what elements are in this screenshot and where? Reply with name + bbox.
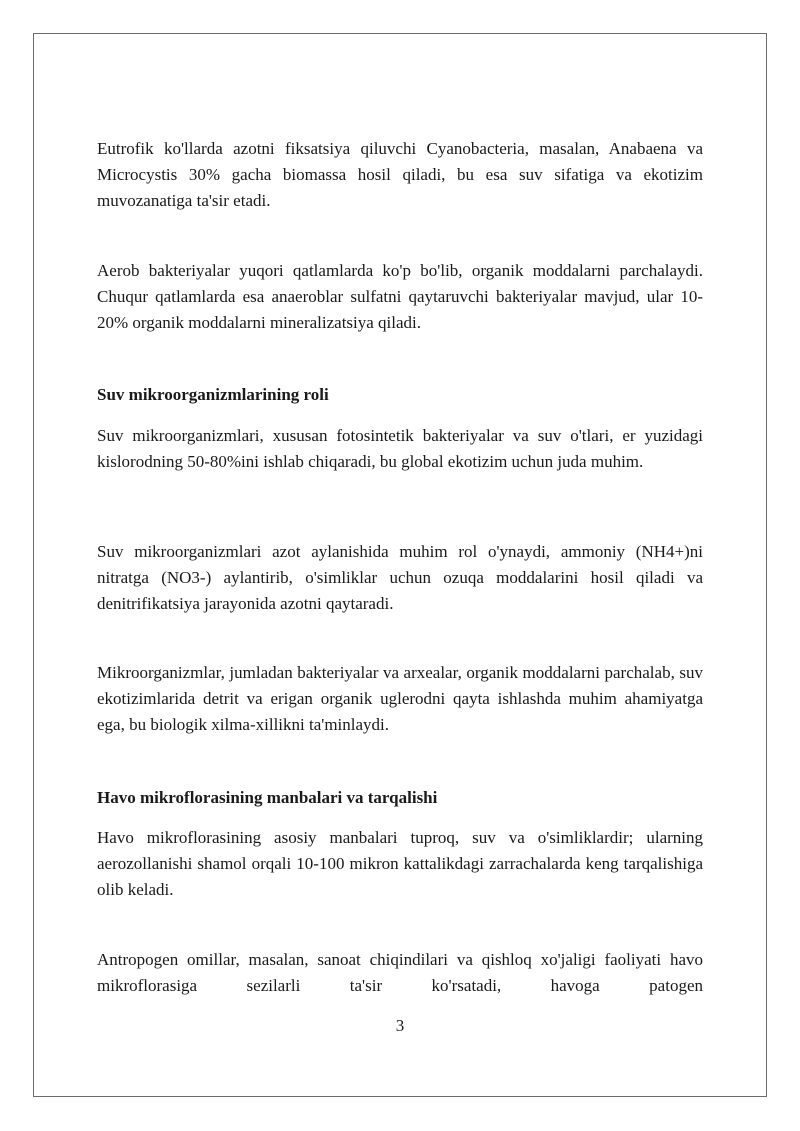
section-heading: Havo mikroflorasining manbalari va tarqalishi (97, 788, 438, 807)
paragraph: Suv mikroorganizmlari, xususan fotosintetik bakteriyalar va suv o'tlari, er yuzidagi kislorodning 50-80%ini ishlab chiqaradi, bu global ekotizim uchun juda muhim. (97, 426, 703, 471)
paragraph: Eutrofik ko'llarda azotni fiksatsiya qiluvchi Cyanobacteria, masalan, Anabaena va Microcystis 30% gacha biomassa hosil qiladi, bu esa suv sifatiga va ekotizim muvozanatiga ta'sir etadi. (97, 139, 703, 210)
page-number: 3 (395, 1016, 405, 1035)
section-heading: Suv mikroorganizmlarining roli (97, 385, 329, 404)
paragraph: Suv mikroorganizmlari azot aylanishida muhim rol o'ynaydi, ammoniy (NH4+)ni nitratga (NO3-) aylantirib, o'simliklar uchun ozuqa moddalarini hosil qiladi va denitrifikatsiya jarayonida azotni qaytaradi. (97, 542, 703, 613)
paragraph: Antropogen omillar, masalan, sanoat chiqindilari va qishloq xo'jaligi faoliyati havo mikroflorasiga sezilarli ta'sir ko'rsatadi, havoga patogen (97, 950, 703, 995)
paragraph: Mikroorganizmlar, jumladan bakteriyalar va arxealar, organik moddalarni parchalab, suv ekotizimlarida detrit va erigan organik uglerodni qayta ishlashda muhim ahamiyatga ega, bu biologik xilma-xillikni ta'minlaydi. (97, 663, 703, 734)
paragraph: Havo mikroflorasining asosiy manbalari tuproq, suv va o'simliklardir; ularning aerozollanishi shamol orqali 10-100 mikron kattalikdagi zarrachalarda keng tarqalishiga olib keladi. (97, 828, 703, 899)
paragraph: Aerob bakteriyalar yuqori qatlamlarda ko'p bo'lib, organik moddalarni parchalaydi. Chuqur qatlamlarda esa anaeroblar sulfatni qaytaruvchi bakteriyalar mavjud, ular 10-20% organik moddalarni mineralizatsiya qiladi. (97, 261, 703, 332)
